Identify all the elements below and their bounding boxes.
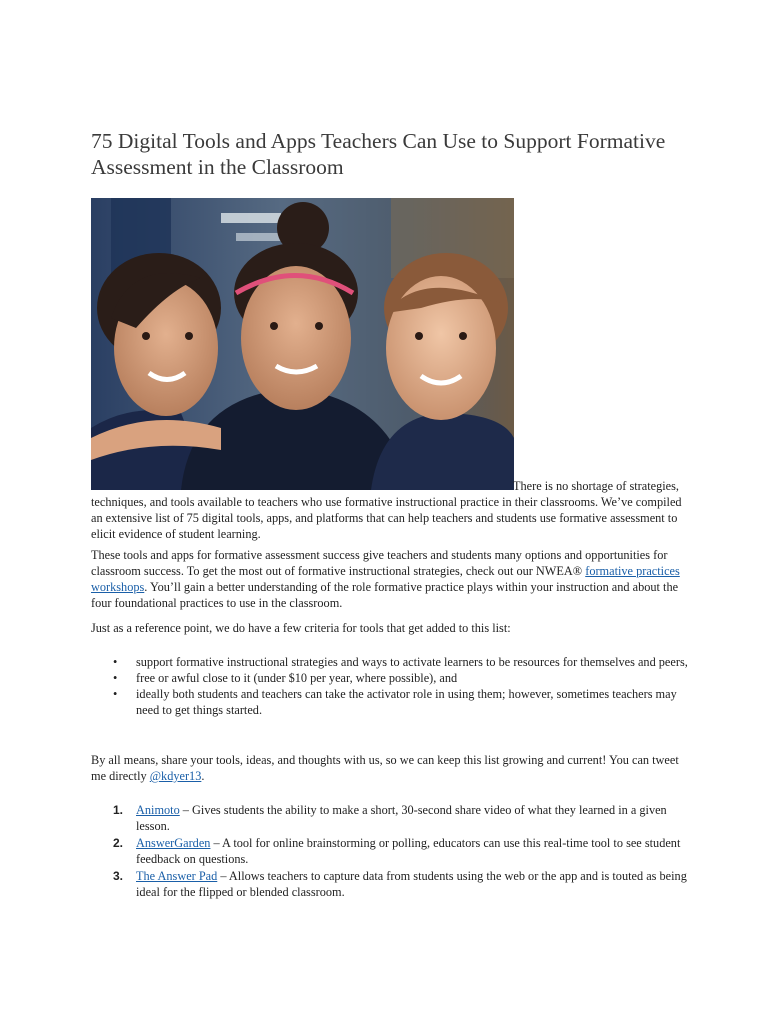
tool-description: – A tool for online brainstorming or polling, educators can use this real-time tool to see student feedback on questions. <box>136 836 681 866</box>
paragraph-text: By all means, share your tools, ideas, and thoughts with us, so we can keep this list growing and current! You can tweet me directly <box>91 753 679 783</box>
tool-description: – Allows teachers to capture data from students using the web or the app and is touted as being ideal for the flipped or blended classroom. <box>136 869 687 899</box>
list-item <box>91 654 691 670</box>
criteria-intro: Just as a reference point, we do have a few criteria for tools that get added to this list: <box>91 621 511 635</box>
list-item-text: free or awful close to it (under $10 per year, where possible), and <box>136 671 458 685</box>
tool-item <box>91 868 691 900</box>
bullet-icon: • <box>113 687 118 701</box>
intro-lead: There is no shortage of <box>513 479 627 493</box>
article-title: 75 Digital Tools and Apps Teachers Can Use to Support Formative Assessment in the Classroom <box>91 129 666 179</box>
tool-link-answer-pad[interactable]: The Answer Pad <box>136 869 218 883</box>
list-item-text: support formative instructional strategies and ways to activate learners to be resources for themselves and peers, <box>136 655 688 669</box>
paragraph-text: . You’ll gain a better understanding of the role formative practice plays within your instruction and about the four foundational practices to use in the classroom. <box>91 580 679 610</box>
tool-number: 1. <box>113 803 124 817</box>
tool-number: 3. <box>113 869 124 883</box>
list-item-text: ideally both students and teachers can take the activator role in using them; however, sometimes teachers may need to get things started. <box>136 687 677 717</box>
intro-paragraph <box>91 478 691 542</box>
list-item <box>91 686 691 718</box>
tool-item <box>91 802 691 834</box>
tool-item <box>91 835 691 867</box>
list-item <box>91 670 691 686</box>
students-photo <box>91 198 514 490</box>
twitter-handle-link[interactable]: @kdyer13 <box>149 769 202 783</box>
tool-link-animoto[interactable]: Animoto <box>136 803 180 817</box>
workshops-link[interactable]: formative practices workshops <box>91 564 680 594</box>
bullet-icon: • <box>113 671 118 685</box>
tool-description: – Gives students the ability to make a short, 30-second share video of what they learned in a given lesson. <box>136 803 667 833</box>
paragraph-workshops <box>91 547 691 611</box>
intro-rest: strategies, techniques, and tools available to teachers who use formative instructional practice in their classrooms. We’ve compiled an extensive list of 75 digital tools, apps, and platforms that can help teachers and students use formative assessment to elicit evidence of student learning. <box>91 479 682 541</box>
tool-link-answergarden[interactable]: AnswerGarden <box>136 836 211 850</box>
paragraph-text: These tools and apps for formative assessment success give teachers and students many options and opportunities for classroom success. To get the most out of formative instructional strategies, check out our NWEA® <box>91 548 668 578</box>
tool-number: 2. <box>113 836 124 850</box>
bullet-icon: • <box>113 655 118 669</box>
criteria-list <box>91 654 691 718</box>
share-paragraph <box>91 752 691 784</box>
tools-list <box>91 802 691 901</box>
paragraph-text: . <box>201 769 205 783</box>
